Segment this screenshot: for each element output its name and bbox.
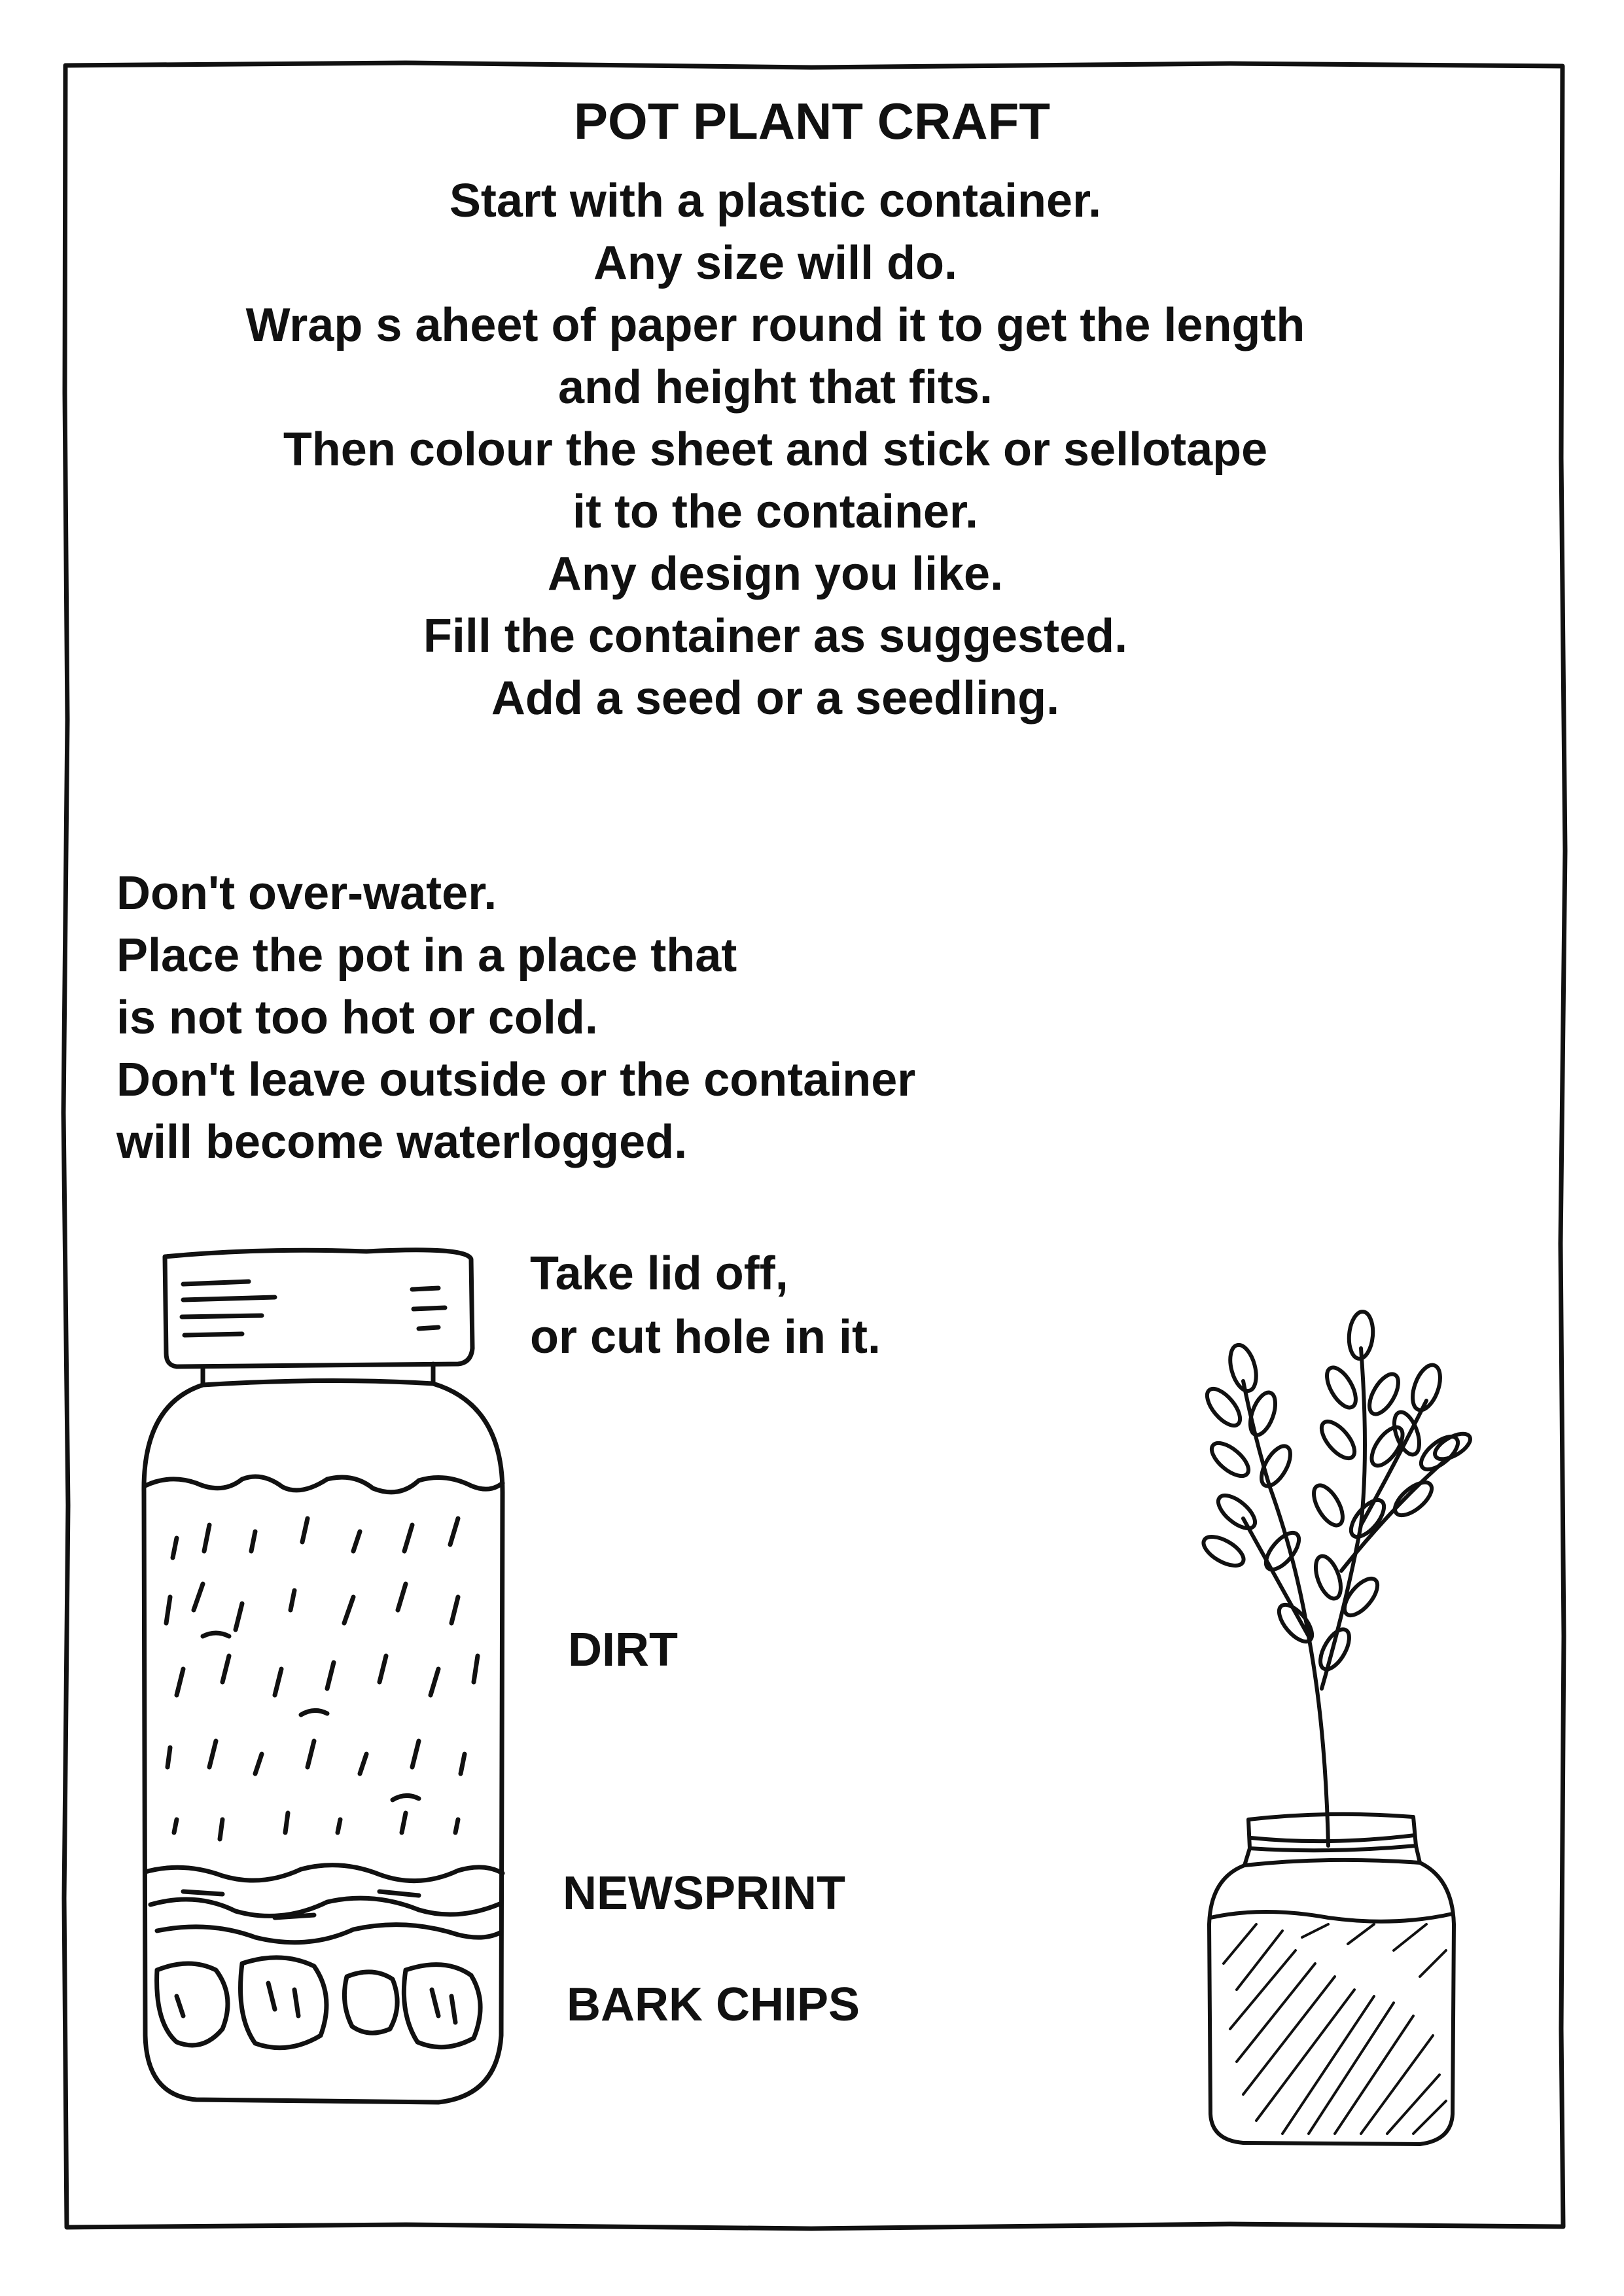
small-jar-rim bbox=[1248, 1814, 1416, 1850]
instruction-line: Then colour the sheet and stick or sellotape bbox=[283, 423, 1268, 476]
instructions-block bbox=[105, 170, 1446, 730]
seedling-jar-icon bbox=[1197, 1270, 1472, 2173]
care-tips-block bbox=[116, 863, 915, 1174]
label-dirt: DIRT bbox=[568, 1624, 678, 1676]
lid-note-line: Take lid off, bbox=[530, 1247, 788, 1300]
lid-note bbox=[530, 1242, 881, 1369]
tip-line: will become waterlogged. bbox=[116, 1116, 688, 1168]
tip-line: Don't over-water. bbox=[116, 867, 497, 920]
instruction-line: Add a seed or a seedling. bbox=[491, 672, 1060, 725]
label-newsprint: NEWSPRINT bbox=[563, 1867, 845, 1920]
label-bark-chips: BARK CHIPS bbox=[567, 1979, 860, 2031]
tip-line: Don't leave outside or the container bbox=[116, 1054, 916, 1106]
bark-chip bbox=[404, 1965, 480, 2047]
instruction-line: Any design you like. bbox=[547, 548, 1004, 600]
instruction-line: Wrap s aheet of paper round it to get the length bbox=[245, 299, 1305, 351]
instruction-line: it to the container. bbox=[572, 486, 979, 538]
instruction-line: Start with a plastic container. bbox=[449, 175, 1102, 227]
bark-chip bbox=[344, 1972, 397, 2033]
instruction-line: Any size will do. bbox=[593, 237, 958, 289]
page-title: POT PLANT CRAFT bbox=[574, 92, 1050, 150]
bark-chip bbox=[241, 1958, 327, 2048]
jar-icon bbox=[131, 1244, 523, 2121]
tip-line: is not too hot or cold. bbox=[116, 992, 598, 1044]
lid-note-line: or cut hole in it. bbox=[530, 1311, 881, 1363]
instruction-line: and height that fits. bbox=[558, 361, 993, 414]
jar-body bbox=[144, 1380, 503, 2102]
tip-line: Place the pot in a place that bbox=[116, 929, 737, 982]
dirt-layer-edge bbox=[145, 1477, 503, 1492]
instruction-line: Fill the container as suggested. bbox=[423, 610, 1128, 662]
bark-chip bbox=[157, 1964, 228, 2045]
plant-stem bbox=[1243, 1381, 1328, 1846]
newsprint-layer-edge bbox=[145, 1865, 503, 1881]
